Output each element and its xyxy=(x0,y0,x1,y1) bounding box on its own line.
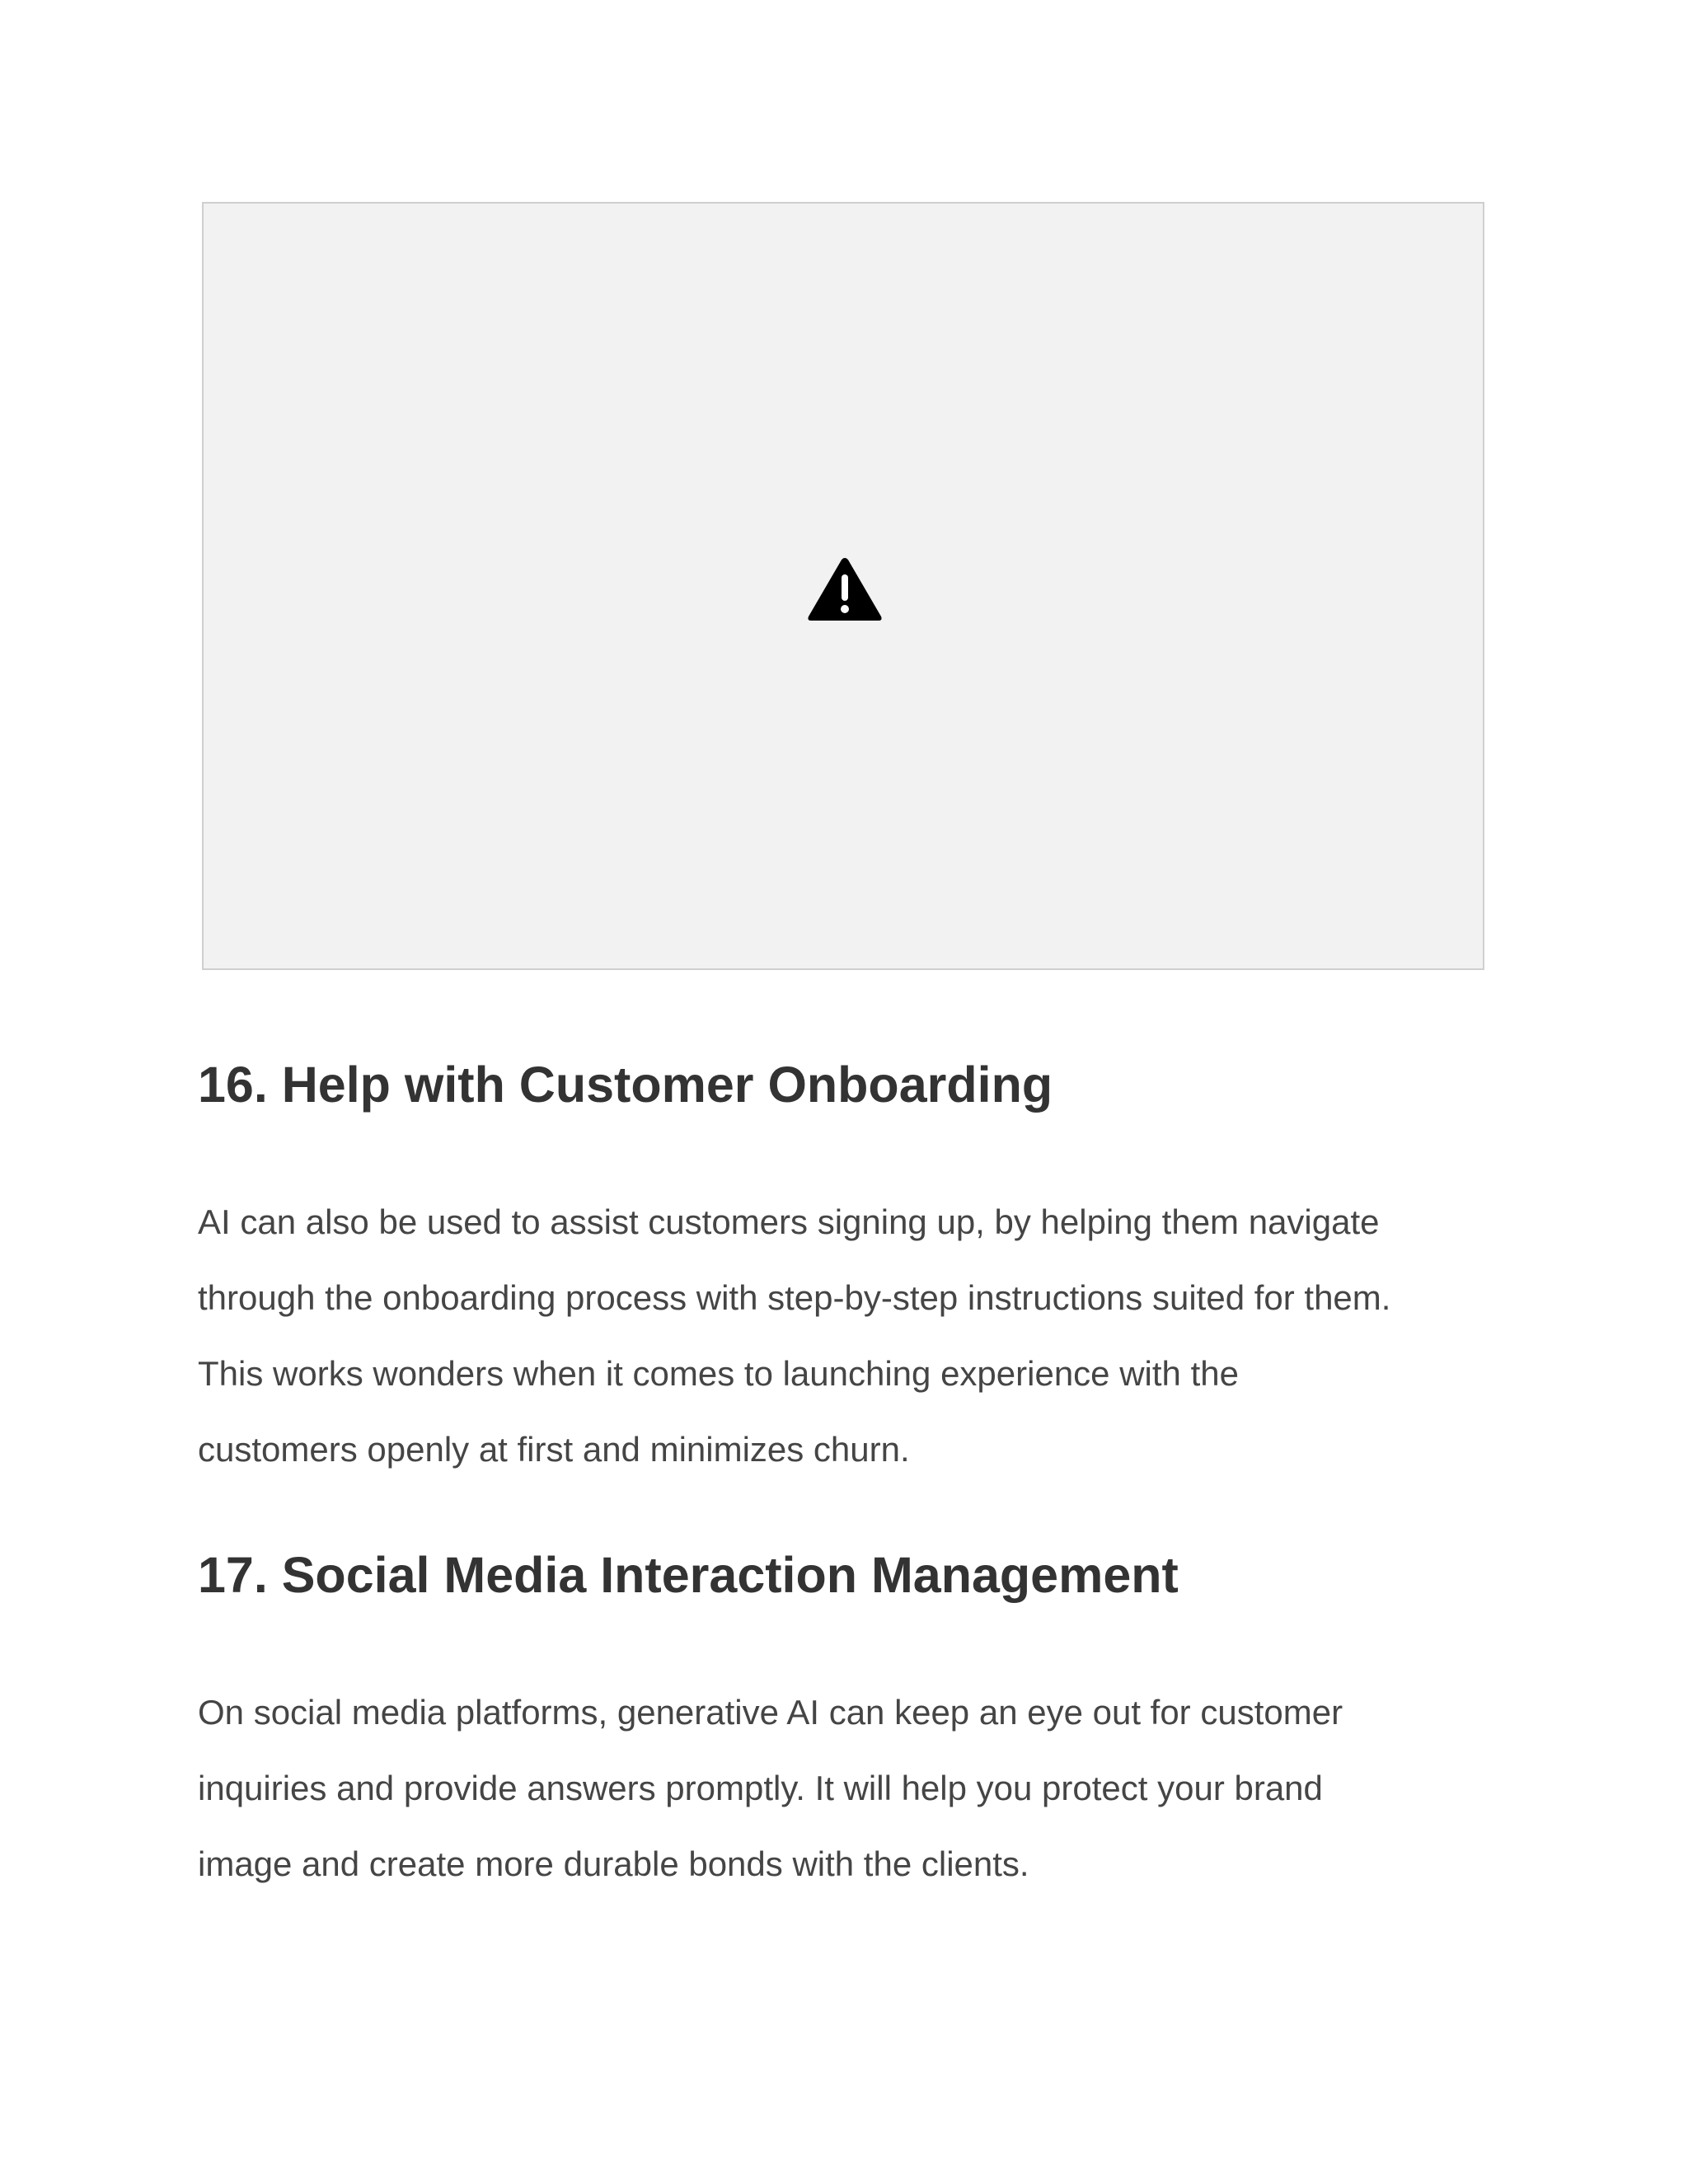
section-paragraph-17 xyxy=(198,1675,1517,1902)
paragraph-line: This works wonders when it comes to launching experience with the xyxy=(198,1354,1239,1393)
section-heading-17: 17. Social Media Interaction Management xyxy=(198,1547,1179,1603)
paragraph-line: inquiries and provide answers promptly. It will help you protect your brand xyxy=(198,1769,1323,1807)
section-heading-16: 16. Help with Customer Onboarding xyxy=(198,1057,1053,1113)
paragraph-line: On social media platforms, generative AI can keep an eye out for customer xyxy=(198,1693,1343,1732)
paragraph-line: image and create more durable bonds with the clients. xyxy=(198,1844,1029,1883)
section-paragraph-16 xyxy=(198,1184,1517,1488)
warning-icon xyxy=(806,555,884,624)
paragraph-line: through the onboarding process with step-by-step instructions suited for them. xyxy=(198,1278,1391,1317)
paragraph-line: AI can also be used to assist customers signing up, by helping them navigate xyxy=(198,1202,1380,1241)
paragraph-line: customers openly at first and minimizes churn. xyxy=(198,1430,910,1469)
